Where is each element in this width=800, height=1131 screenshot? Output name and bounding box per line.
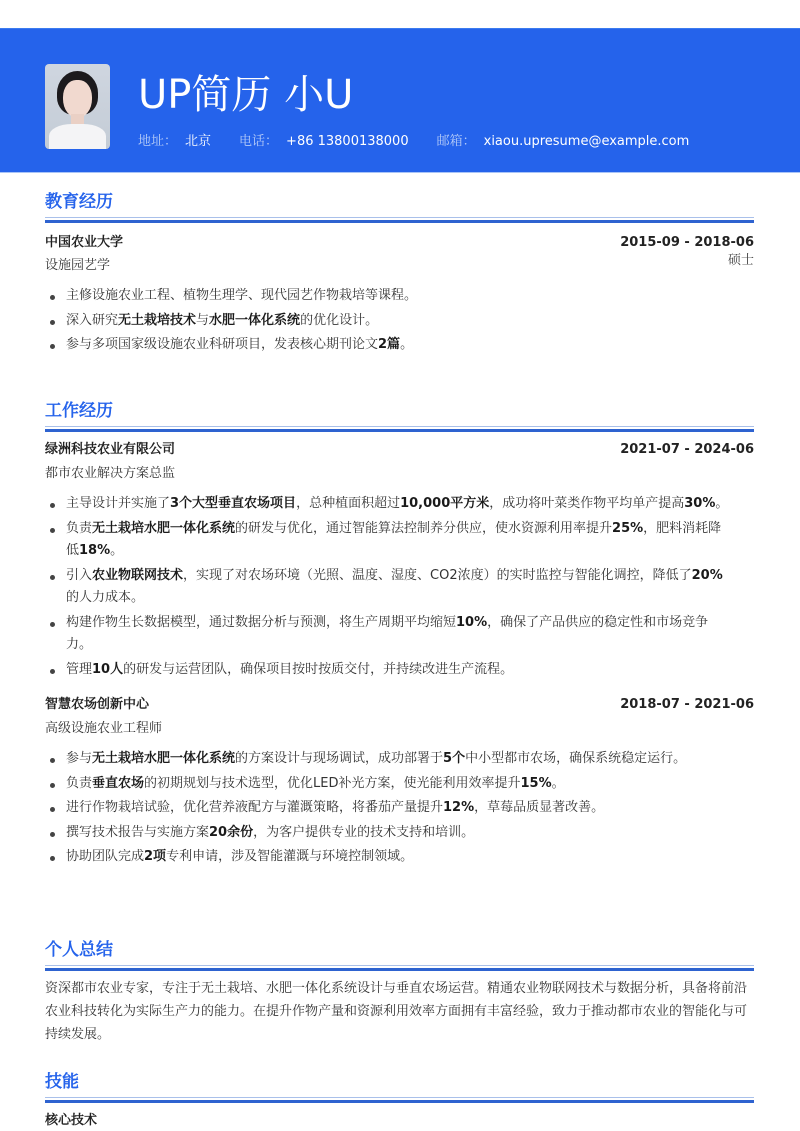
section-divider-thin (45, 965, 754, 966)
bullet-text: ，成功将叶菜类作物平均单产提高 (489, 496, 685, 511)
highlight-text: 30% (684, 496, 716, 511)
section-divider-thick (45, 1100, 754, 1103)
highlight-text: 10人 (92, 661, 124, 677)
highlight-text: 20余份 (209, 824, 254, 840)
highlight-text: 无土栽培水肥一体化系统 (92, 520, 236, 536)
email-value[interactable]: xiaou.upresume@example.com (483, 134, 690, 149)
section-divider-thick (45, 220, 754, 223)
work-section (45, 399, 754, 871)
bullet-item (65, 773, 754, 796)
bullet-text: 负责 (66, 520, 93, 536)
summary-section (45, 938, 754, 1046)
section-divider-thin (45, 217, 754, 218)
bullet-item (65, 797, 754, 820)
highlight-text: 水肥一体化系统 (209, 312, 301, 328)
address-value: 北京 (185, 134, 212, 149)
bullet-item (65, 285, 754, 308)
section-title-work: 工作经历 (45, 401, 113, 421)
section-divider-thick (45, 968, 754, 971)
bullet-text: 专利申请，涉及智能灌溉与环境控制领域。 (166, 849, 414, 864)
highlight-text: 25% (612, 520, 644, 536)
work-entry (45, 695, 754, 869)
highlight-text: 无土栽培水肥一体化系统 (92, 751, 236, 766)
bullet-text: 深入研究 (66, 312, 119, 328)
highlight-text: 2项 (144, 849, 167, 864)
bullet-item (65, 748, 754, 771)
bullet-text: 进行作物栽培试验，优化营养液配方与灌溉策略，将番茄产量提升 (66, 800, 444, 815)
company-name: 智慧农场创新中心 (45, 697, 150, 712)
resume-header (0, 28, 800, 173)
bullet-text: 协助团队完成 (66, 849, 145, 864)
phone-label: 电话： (239, 134, 279, 149)
bullet-text: ，肥料消耗降低 (66, 520, 722, 558)
bullet-text: 的研发与优化，通过智能算法控制养分供应，使水资源利用率提升 (235, 520, 613, 536)
bullet-text: 。 (400, 337, 414, 352)
section-divider-thin (45, 426, 754, 427)
bullet-text: 。 (110, 543, 124, 558)
bullet-item (65, 334, 754, 357)
bullet-item (65, 493, 754, 516)
degree: 硕士 (727, 253, 754, 268)
bullet-text: 构建作物生长数据模型，通过数据分析与预测，将生产周期平均缩短 (66, 614, 457, 630)
summary-text: 资深都市农业专家，专注于无土栽培、水肥一体化系统设计与垂直农场运营。精通农业物联网技术与数据分析，具备将前沿农业科技转化为实际生产力的能力。在提升作物产量和资源利用效率方面拥有丰富经验，致力于推动都市农业的智能化与可持续发展。 (45, 981, 748, 1042)
bullet-item (65, 612, 754, 657)
job-title: 高级设施农业工程师 (45, 721, 163, 736)
highlight-text: 5个 (443, 751, 466, 766)
company-name: 绿洲科技农业有限公司 (45, 442, 176, 457)
contact-info (138, 132, 689, 152)
contact-phone (239, 132, 409, 152)
contact-email (437, 132, 690, 152)
highlight-text: 20% (691, 567, 723, 583)
bullet-text: 参与 (66, 751, 93, 766)
bullet-text: 的优化设计。 (300, 312, 379, 328)
profile-photo (45, 64, 110, 149)
bullet-text: ，确保了产品供应的稳定性和市场竞争力。 (66, 614, 709, 652)
section-divider-thick (45, 429, 754, 432)
bullet-text: 中小型都市农场，确保系统稳定运行。 (465, 751, 687, 766)
major: 设施园艺学 (45, 258, 111, 273)
bullet-text: ，草莓品质显著改善。 (474, 800, 605, 815)
section-title-skills: 技能 (45, 1072, 79, 1092)
bullet-text: 的初期规划与技术选型，优化LED补光方案，使光能利用效率提升 (144, 775, 521, 791)
skill-group-title: 核心技术 (45, 1113, 98, 1128)
work-bullets (45, 493, 754, 681)
bullet-text: ，为客户提供专业的技术支持和培训。 (253, 824, 475, 840)
education-bullets (45, 285, 754, 357)
bullet-item (65, 518, 754, 563)
bullet-text: 的方案设计与现场调试，成功部署于 (235, 751, 444, 766)
education-date: 2015-09 - 2018-06 (620, 235, 754, 250)
bullet-item (65, 310, 754, 333)
bullet-item (65, 822, 754, 845)
bullet-text: 负责 (66, 775, 93, 791)
highlight-text: 10% (456, 614, 488, 630)
highlight-text: 10,000平方米 (400, 496, 490, 511)
bullet-item (65, 659, 754, 682)
highlight-text: 垂直农场 (92, 775, 145, 791)
work-date: 2018-07 - 2021-06 (620, 697, 754, 712)
highlight-text: 15% (520, 775, 552, 791)
bullet-text: 的人力成本。 (66, 590, 145, 605)
highlight-text: 18% (79, 543, 111, 558)
bullet-text: 参与多项国家级设施农业科研项目，发表核心期刊论文 (66, 337, 379, 352)
job-title: 都市农业解决方案总监 (45, 466, 176, 481)
highlight-text: 农业物联网技术 (92, 567, 184, 583)
bullet-text: 主修设施农业工程、植物生理学、现代园艺作物栽培等课程。 (66, 288, 418, 303)
section-title-education: 教育经历 (45, 192, 113, 212)
bullet-text: 的研发与运营团队，确保项目按时按质交付，并持续改进生产流程。 (123, 661, 514, 677)
bullet-text: 引入 (66, 567, 93, 583)
highlight-text: 2篇 (378, 337, 401, 352)
bullet-text: 与 (196, 312, 210, 328)
school-name: 中国农业大学 (45, 235, 124, 250)
photo-face (63, 80, 92, 118)
bullet-item (65, 565, 754, 610)
contact-address (138, 132, 211, 152)
address-label: 地址： (138, 134, 178, 149)
bullet-text: ，总种植面积超过 (296, 496, 401, 511)
bullet-item (65, 846, 754, 869)
email-label: 邮箱： (436, 134, 476, 149)
bullet-text: ，实现了对农场环境（光照、温度、湿度、CO2浓度）的实时监控与智能化调控，降低了 (183, 567, 692, 583)
bullet-text: 。 (715, 496, 729, 511)
bullet-text: 管理 (66, 661, 93, 677)
education-section (45, 190, 754, 359)
section-divider-thin (45, 1097, 754, 1098)
bullet-text: 。 (551, 775, 565, 791)
work-date: 2021-07 - 2024-06 (620, 442, 754, 457)
education-entry (45, 233, 754, 357)
phone-value[interactable]: +86 13800138000 (286, 134, 409, 149)
work-bullets (45, 748, 754, 869)
section-title-summary: 个人总结 (45, 940, 113, 960)
work-entry (45, 440, 754, 681)
highlight-text: 3个大型垂直农场项目 (170, 496, 297, 511)
highlight-text: 无土栽培技术 (118, 312, 197, 328)
candidate-name: UP简历 小U (138, 72, 354, 118)
bullet-text: 撰写技术报告与实施方案 (66, 824, 210, 840)
highlight-text: 12% (443, 800, 475, 815)
bullet-text: 主导设计并实施了 (66, 496, 171, 511)
skills-section (45, 1070, 754, 1131)
photo-shirt (49, 124, 106, 149)
